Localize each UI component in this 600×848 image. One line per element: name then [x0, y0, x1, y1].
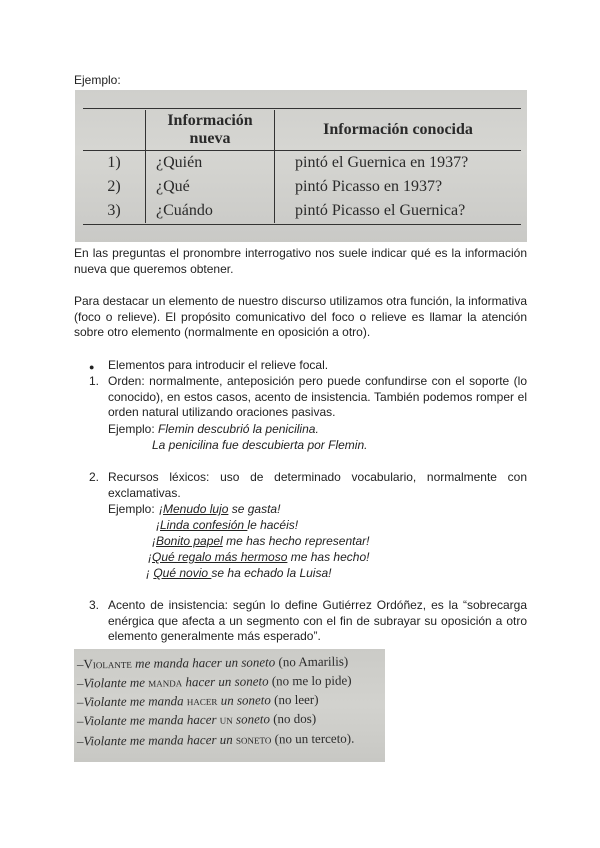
table-row: 3) ¿Cuándo pintó Picasso el Guernica?	[83, 199, 521, 223]
scanned-violante-image	[74, 649, 385, 762]
info-table	[83, 110, 521, 223]
violante-line: –Violante me manda hacer un soneto (no me lo pide)	[76, 672, 352, 691]
violante-line: –Violante me manda hacer un soneto (no dos)	[76, 710, 317, 729]
lexical-example: ¡Menudo lujo se gasta!	[159, 502, 281, 516]
lexical-example: ¡Bonito papel me has hecho representar!	[152, 534, 370, 548]
header-nueva: Información nueva	[146, 110, 275, 151]
example-orden-passive: La penicilina fue descubierta por Flemin.	[152, 438, 368, 452]
lexical-example: ¡Linda confesión le hacéis!	[156, 518, 299, 532]
scanned-table-image	[75, 90, 527, 242]
list-item-orden: 1. Orden: normalmente, anteposición pero puede confundirse con el soporte (lo conocido), en estos casos, acento de insistencia. También podemos romper el orden natural utilizando oraciones pasivas.	[89, 374, 527, 419]
example-label: Ejemplo:	[108, 502, 155, 516]
header-conocida: Información conocida	[275, 110, 522, 151]
table-row: 1) ¿Quién pintó el Guernica en 1937?	[83, 151, 521, 176]
violante-line: –Violante me manda hacer un soneto (no leer)	[76, 691, 319, 710]
list-item-bullet: ● Elementos para introducir el relieve focal.	[89, 358, 329, 372]
violante-line: –Violante me manda hacer un soneto (no Amarilis)	[76, 653, 349, 672]
list-item-recursos: 2. Recursos léxicos: uso de determinado vocabulario, normalmente con exclamativas.	[89, 470, 527, 500]
violante-line: –Violante me manda hacer un soneto (no un terceto).	[76, 730, 355, 749]
example-orden: Ejemplo: Flemin descubrió la penicilina.	[108, 422, 319, 436]
lexical-example: ¡ Qué novio se ha echado la Luisa!	[146, 566, 332, 580]
paragraph-focus: Para destacar un elemento de nuestro discurso utilizamos otra función, la informativa (foco o relieve). El propósito comunicativo del foco o relieve es llamar la atención sobre otro elemento (normalmente en oposición a otro).	[74, 294, 527, 339]
example-heading: Ejemplo:	[74, 73, 121, 87]
paragraph-interrogative: En las preguntas el pronombre interrogativo nos suele indicar qué es la información nueva que queremos obtener.	[74, 246, 527, 276]
table-row: 2) ¿Qué pintó Picasso en 1937?	[83, 175, 521, 199]
list-item-acento: 3. Acento de insistencia: según lo define Gutiérrez Ordóñez, es la “sobrecarga enérgica que afecta a un segmento con el fin de subrayar su oposición a otro elemento generalmente más esperado”.	[89, 598, 527, 643]
lexical-example: ¡Qué regalo más hermoso me has hecho!	[148, 550, 370, 564]
